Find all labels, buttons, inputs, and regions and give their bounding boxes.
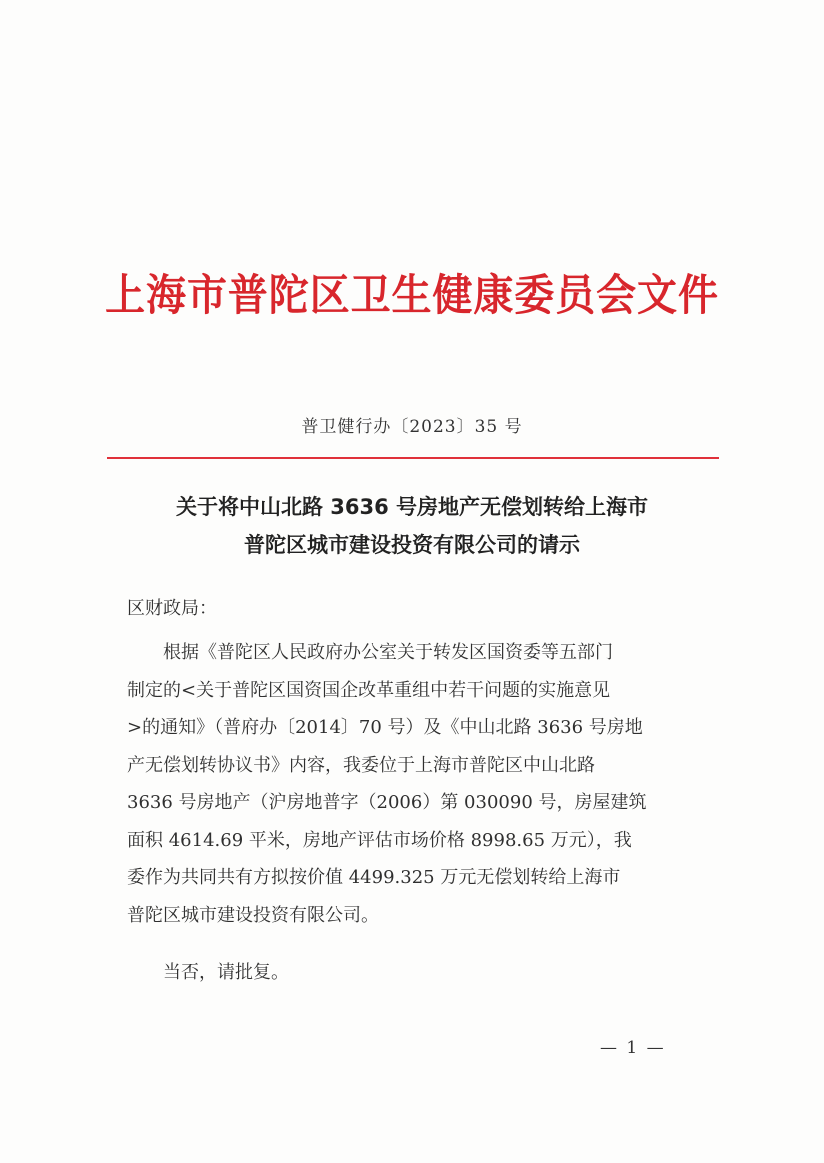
document-number: 普卫健行办〔2023〕35 号 bbox=[301, 417, 523, 437]
body-line: 面积 4614.69 平米，房地产评估市场价格 8998.65 万元），我 bbox=[127, 829, 632, 851]
body-line: 委作为共同共有方拟按价值 4499.325 万元无偿划转给上海市 bbox=[127, 867, 621, 888]
page-number: — 1 — bbox=[600, 1038, 666, 1058]
body-line: 制定的<关于普陀区国资国企改革重组中若干问题的实施意见 bbox=[127, 679, 611, 701]
salutation: 区财政局： bbox=[127, 598, 217, 619]
body-paragraph bbox=[127, 634, 699, 934]
red-separator-line bbox=[107, 457, 719, 459]
body-line: >的通知》（普府办〔2014〕70 号）及《中山北路 3636 号房地 bbox=[127, 717, 643, 738]
closing-request: 当否，请批复。 bbox=[163, 962, 289, 983]
body-line: 产无偿划转协议书》内容，我委位于上海市普陀区中山北路 bbox=[127, 754, 595, 776]
body-line: 根据《普陀区人民政府办公室关于转发区国资委等五部门 bbox=[163, 642, 613, 663]
issuer-red-header: 上海市普陀区卫生健康委员会文件 bbox=[105, 271, 719, 321]
document-title-line-1: 关于将中山北路 3636 号房地产无偿划转给上海市 bbox=[175, 495, 649, 519]
body-line: 3636 号房地产（沪房地普字（2006）第 030090 号，房屋建筑 bbox=[127, 792, 647, 813]
document-title-line-2: 普陀区城市建设投资有限公司的请示 bbox=[244, 533, 580, 557]
document-title bbox=[60, 488, 764, 564]
body-line: 普陀区城市建设投资有限公司。 bbox=[127, 904, 379, 926]
